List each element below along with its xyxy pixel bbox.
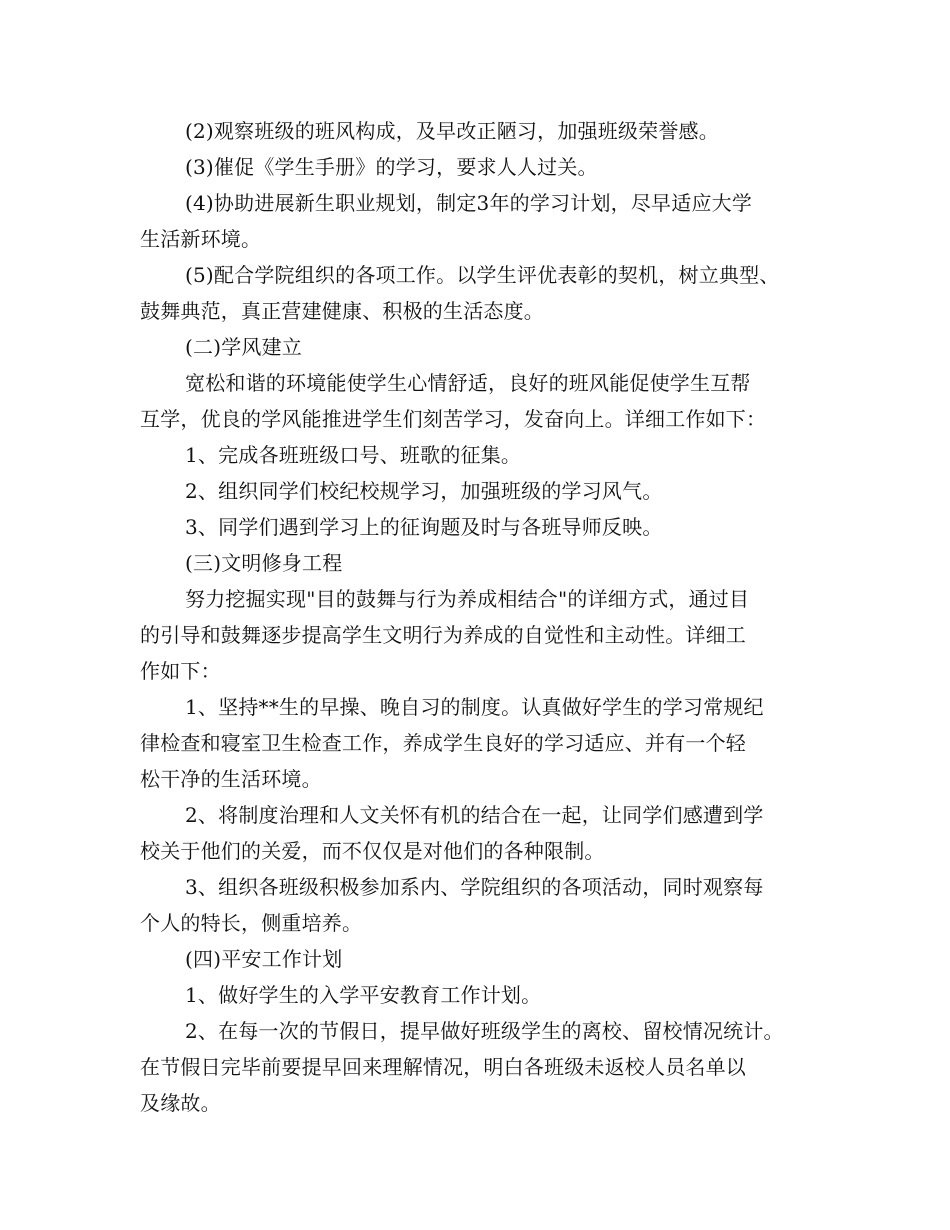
text-line: (2)观察班级的班风构成，及早改正陋习，加强班级荣誉感。 <box>185 119 719 143</box>
text-line: 努力挖掘实现"目的鼓舞与行为养成相结合"的详细方式，通过目 <box>185 587 750 611</box>
section-heading: (三)文明修身工程 <box>185 551 343 575</box>
section-heading: (四)平安工作计划 <box>185 947 343 971</box>
text-line: 及缘故。 <box>140 1091 221 1115</box>
text-line: (4)协助进展新生职业规划，制定3年的学习计划，尽早适应大学 <box>185 191 753 215</box>
list-item: 3、同学们遇到学习上的征询题及时与各班导师反映。 <box>185 515 663 539</box>
text-line: 在节假日完毕前要提早回来理解情况，明白各班级未返校人员名单以 <box>140 1055 746 1079</box>
text-line: 校关于他们的关爱，而不仅仅是对他们的各种限制。 <box>140 839 605 863</box>
text-line: 的引导和鼓舞逐步提高学生文明行为养成的自觉性和主动性。详细工 <box>140 623 746 647</box>
text-line: 个人的特长，侧重培养。 <box>140 911 363 935</box>
list-item: 1、完成各班班级口号、班歌的征集。 <box>185 443 522 467</box>
list-item: 3、组织各班级积极参加系内、学院组织的各项活动，同时观察每 <box>185 875 764 899</box>
list-item: 2、在每一次的节假日，提早做好班级学生的离校、留校情况统计。 <box>185 1019 784 1043</box>
document-body <box>140 113 830 1121</box>
text-line: 生活新环境。 <box>140 227 262 251</box>
text-line: 互学，优良的学风能推进学生们刻苦学习，发奋向上。详细工作如下： <box>140 407 767 431</box>
text-line: 律检查和寝室卫生检查工作，养成学生良好的学习适应、并有一个轻 <box>140 731 746 755</box>
list-item: 2、组织同学们校纪校规学习，加强班级的学习风气。 <box>185 479 663 503</box>
text-line: 宽松和谐的环境能使学生心情舒适，良好的班风能促使学生互帮 <box>185 371 751 395</box>
text-line: 松干净的生活环境。 <box>140 767 322 791</box>
list-item: 1、坚持**生的早操、晚自习的制度。认真做好学生的学习常规纪 <box>185 695 764 719</box>
section-heading: (二)学风建立 <box>185 335 303 359</box>
text-line: (3)催促《学生手册》的学习，要求人人过关。 <box>185 155 598 179</box>
text-line: 鼓舞典范，真正营建健康、积极的生活态度。 <box>140 299 544 323</box>
list-item: 2、将制度治理和人文关怀有机的结合在一起，让同学们感遭到学 <box>185 803 764 827</box>
text-line: 作如下： <box>140 659 221 683</box>
list-item: 1、做好学生的入学平安教育工作计划。 <box>185 983 542 1007</box>
text-line: (5)配合学院组织的各项工作。以学生评优表彰的契机，树立典型、 <box>185 263 780 287</box>
